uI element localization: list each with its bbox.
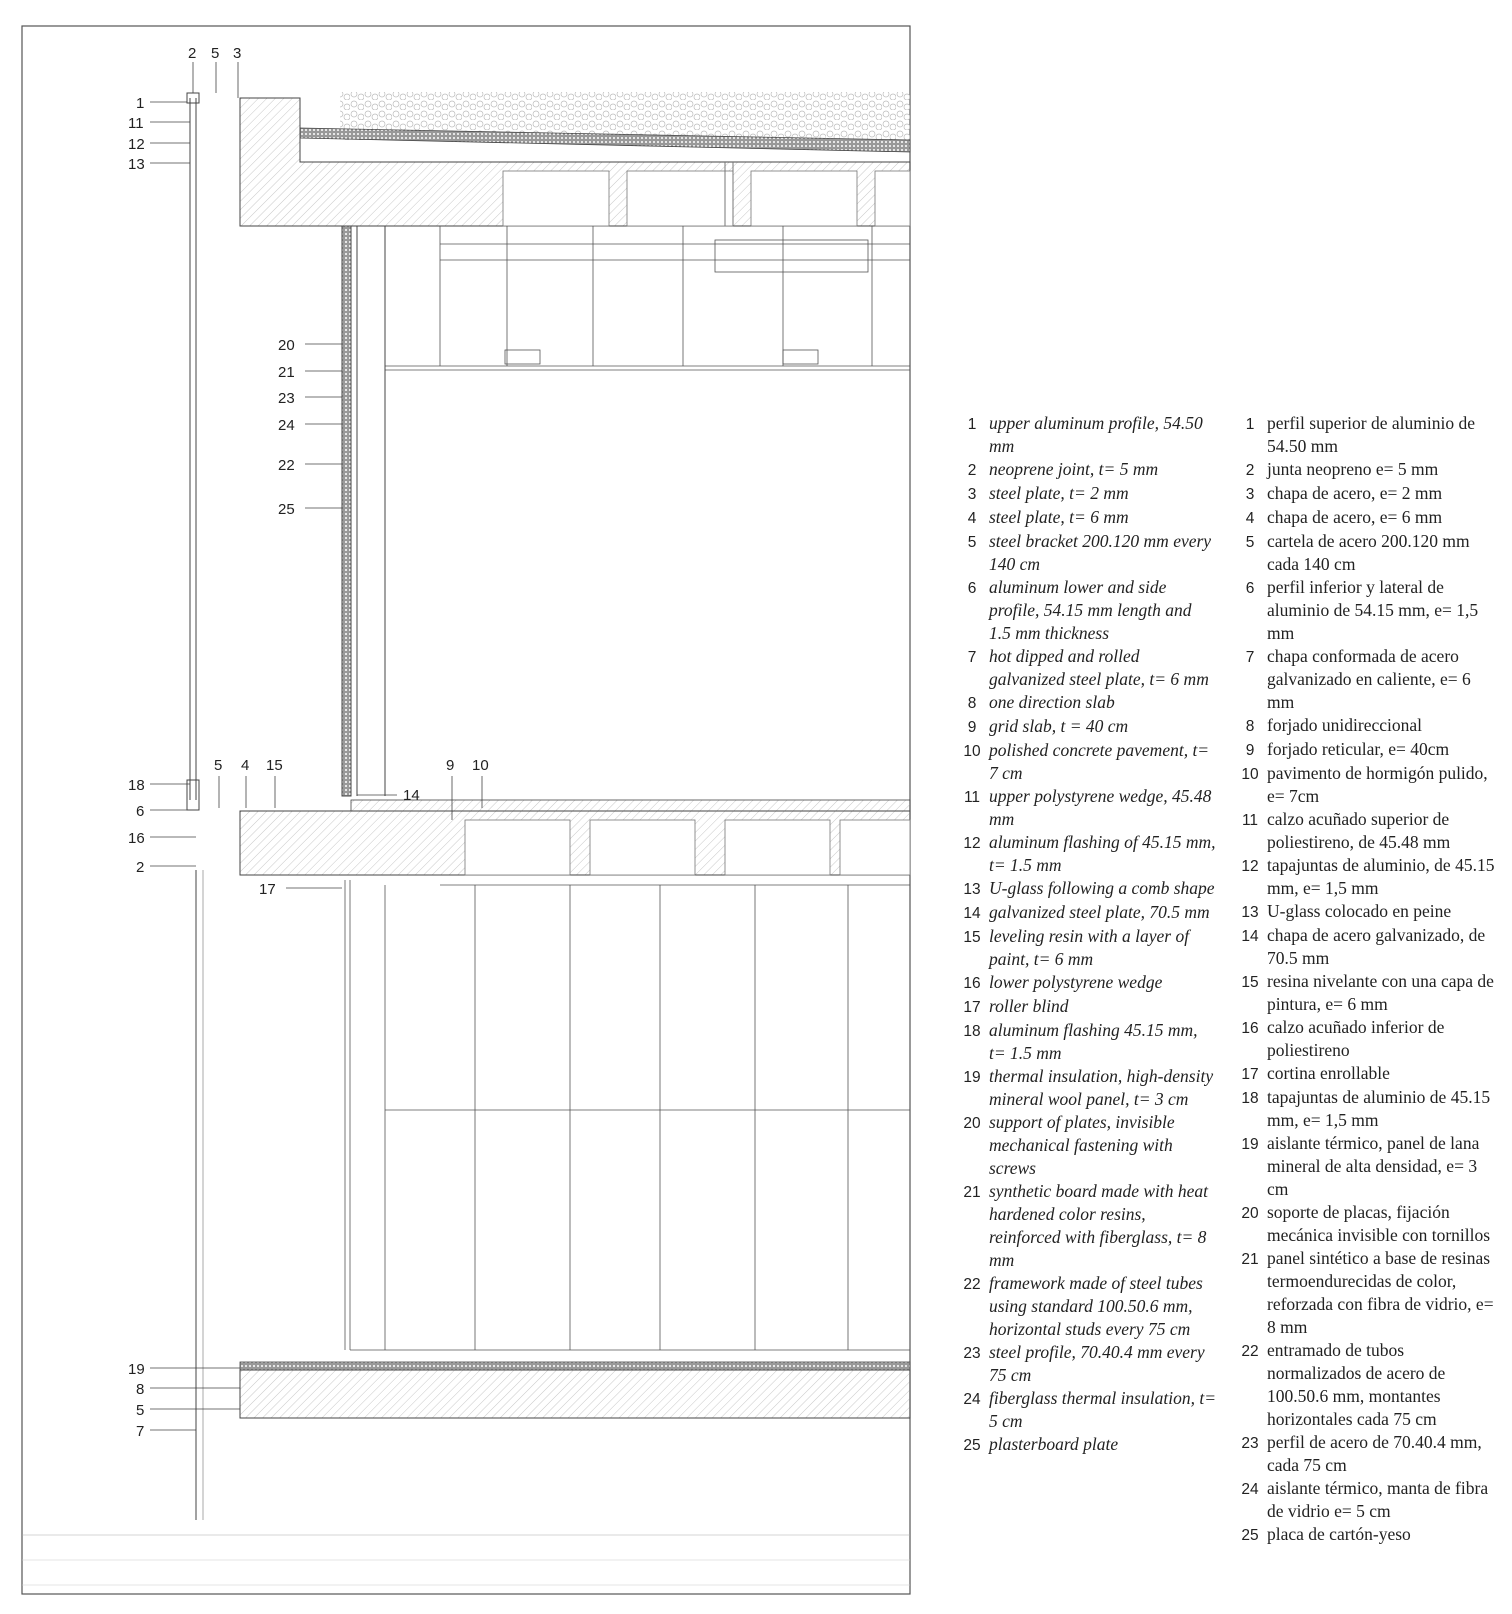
legend-text: panel sintético a base de resinas termoendurecidas de color, reforzada con fibra de vidrio, e= 8 mm	[1267, 1248, 1494, 1337]
legend-text: steel profile, 70.40.4 mm every 75 cm	[989, 1342, 1205, 1385]
callout-1: 1	[136, 95, 145, 112]
callout-numbers	[128, 45, 489, 1440]
callout-19: 19	[128, 1361, 145, 1378]
legend-item	[955, 1019, 1217, 1065]
legend-spanish	[1233, 412, 1495, 1547]
legend-item	[955, 1433, 1217, 1457]
legend-number: 7	[967, 649, 977, 666]
legend-text: one direction slab	[989, 692, 1115, 712]
legend-item	[1233, 1201, 1495, 1247]
callout-14-mid: 14	[403, 787, 420, 804]
legend-number: 17	[1241, 1066, 1259, 1083]
legend-item	[955, 506, 1217, 530]
legend-text: entramado de tubos normalizados de acero de 100.50.6 mm, montantes horizontales cada 75 cm	[1267, 1340, 1446, 1429]
legend-text: placa de cartón-yeso	[1267, 1524, 1411, 1544]
legend-text: chapa de acero, e= 6 mm	[1267, 507, 1443, 527]
legend-number: 8	[1245, 718, 1255, 735]
legend-text: steel plate, t= 6 mm	[989, 507, 1129, 527]
legend-number: 13	[963, 881, 981, 898]
legend-number: 15	[963, 929, 981, 946]
legend-text: plasterboard plate	[989, 1434, 1119, 1454]
legend-text: aislante térmico, manta de fibra de vidrio e= 5 cm	[1267, 1478, 1489, 1521]
legend-number: 2	[967, 462, 977, 479]
legend-text: chapa conformada de acero galvanizado en caliente, e= 6 mm	[1267, 646, 1471, 712]
legend-text: aluminum lower and side profile, 54.15 mm length and 1.5 mm thickness	[989, 577, 1192, 643]
callout-20: 20	[278, 337, 295, 354]
u-glass-facade	[187, 93, 203, 1520]
legend-item	[1233, 714, 1495, 738]
legend-number: 22	[963, 1276, 981, 1293]
legend-item	[1233, 1431, 1495, 1477]
legend-text: chapa de acero, e= 2 mm	[1267, 483, 1443, 503]
interior-wall	[342, 226, 385, 796]
legend-number: 18	[963, 1023, 981, 1040]
ceiling-system	[385, 226, 910, 370]
legend-item	[1233, 808, 1495, 854]
legend-text: perfil de acero de 70.40.4 mm, cada 75 cm	[1267, 1432, 1482, 1475]
callout-13: 13	[128, 156, 145, 173]
legend-number: 11	[1241, 812, 1259, 829]
callout-21: 21	[278, 364, 295, 381]
legend-item	[955, 576, 1217, 645]
legend-number: 8	[967, 695, 977, 712]
legend-text: soporte de placas, fijación mecánica invisible con tornillos	[1267, 1202, 1491, 1245]
legend-number: 22	[1241, 1343, 1259, 1360]
legend-text: support of plates, invisible mechanical fastening with screws	[989, 1112, 1175, 1178]
ground-grass	[22, 1535, 910, 1585]
callout-11: 11	[128, 115, 144, 132]
legend-item	[1233, 1016, 1495, 1062]
legend-text: U-glass following a comb shape	[989, 878, 1215, 898]
legend-item	[1233, 900, 1495, 924]
legend-number: 2	[1245, 462, 1255, 479]
legend-text: aluminum flashing of 45.15 mm, t= 1.5 mm	[989, 832, 1216, 875]
legend-text: forjado reticular, e= 40cm	[1267, 739, 1450, 759]
legend-item	[955, 1272, 1217, 1341]
legend-number: 20	[963, 1115, 981, 1132]
legend-text: aislante térmico, panel de lana mineral de alta densidad, e= 3 cm	[1267, 1133, 1480, 1199]
legend-text: tapajuntas de aluminio, de 45.15 mm, e= 1,5 mm	[1267, 855, 1495, 898]
lower-glazing	[345, 880, 910, 1350]
legend-number: 18	[1241, 1090, 1259, 1107]
legend-number: 5	[967, 534, 977, 551]
legend-number: 6	[1245, 580, 1255, 597]
legend-number: 3	[1245, 486, 1255, 503]
legend-number: 1	[1245, 416, 1255, 433]
legend-item	[955, 831, 1217, 877]
roof-slab-voids	[503, 171, 910, 226]
callout-23: 23	[278, 390, 295, 407]
callout-24: 24	[278, 417, 295, 434]
legend-item	[1233, 482, 1495, 506]
legend-number: 24	[1241, 1481, 1259, 1498]
legend-number: 12	[1241, 858, 1259, 875]
mid-slab-voids	[465, 820, 910, 875]
callout-leaders	[150, 62, 482, 1430]
legend-text: U-glass colocado en peine	[1267, 901, 1452, 921]
legend-number: 23	[1241, 1435, 1259, 1452]
legend-text: upper aluminum profile, 54.50 mm	[989, 413, 1203, 456]
legend-text: neoprene joint, t= 5 mm	[989, 459, 1159, 479]
legend-number: 9	[967, 719, 977, 736]
legend-item	[1233, 1477, 1495, 1523]
callout-22: 22	[278, 457, 295, 474]
callout-16: 16	[128, 830, 145, 847]
legend-text: pavimento de hormigón pulido, e= 7cm	[1267, 763, 1488, 806]
legend-text: resina nivelante con una capa de pintura, e= 6 mm	[1267, 971, 1494, 1014]
callout-10-mid: 10	[472, 757, 489, 774]
legend-number: 14	[1241, 928, 1259, 945]
legend-item	[1233, 1247, 1495, 1339]
callout-17: 17	[259, 881, 276, 898]
callout-5-top: 5	[211, 45, 220, 62]
callout-3-top: 3	[233, 45, 242, 62]
legend-item	[955, 901, 1217, 925]
legend-text: steel bracket 200.120 mm every 140 cm	[989, 531, 1212, 574]
legend-item	[955, 458, 1217, 482]
legend-number: 10	[1241, 766, 1259, 783]
legend-number: 3	[967, 486, 977, 503]
legend-number: 13	[1241, 904, 1259, 921]
legend-item	[1233, 1086, 1495, 1132]
legend-text: cartela de acero 200.120 mm cada 140 cm	[1267, 531, 1470, 574]
legend-item	[955, 785, 1217, 831]
ground-insulation	[240, 1362, 910, 1370]
legend-number: 25	[963, 1437, 981, 1454]
legend-text: aluminum flashing 45.15 mm, t= 1.5 mm	[989, 1020, 1198, 1063]
legend-text: calzo acuñado superior de poliestireno, de 45.48 mm	[1267, 809, 1451, 852]
legend-text: hot dipped and rolled galvanized steel plate, t= 6 mm	[989, 646, 1209, 689]
callout-5-mid: 5	[214, 757, 223, 774]
legend-text: perfil superior de aluminio de 54.50 mm	[1267, 413, 1475, 456]
legend-number: 19	[963, 1069, 981, 1086]
legend-number: 19	[1241, 1136, 1259, 1153]
legend-text: forjado unidireccional	[1267, 715, 1423, 735]
legend-item	[955, 1111, 1217, 1180]
legend-number: 21	[963, 1184, 981, 1201]
legend-item	[1233, 738, 1495, 762]
callout-25: 25	[278, 501, 295, 518]
callout-5-lower: 5	[136, 1402, 145, 1419]
legend-item	[955, 925, 1217, 971]
legend-text: synthetic board made with heat hardened color resins, reinforced with fiberglass, t= 8 mm	[989, 1181, 1209, 1270]
floor-pavement	[351, 800, 910, 811]
legend-item	[1233, 1523, 1495, 1547]
legend-text: perfil inferior y lateral de aluminio de 54.15 mm, e= 1,5 mm	[1267, 577, 1479, 643]
legend-english	[955, 412, 1217, 1457]
ground-slab	[240, 1370, 910, 1418]
legend-number: 20	[1241, 1205, 1259, 1222]
legend-item	[955, 739, 1217, 785]
legend-text: tapajuntas de aluminio de 45.15 mm, e= 1,5 mm	[1267, 1087, 1491, 1130]
legend-item	[955, 645, 1217, 691]
legend-text: thermal insulation, high-density mineral wool panel, t= 3 cm	[989, 1066, 1214, 1109]
callout-8-lower: 8	[136, 1381, 145, 1398]
callout-6-mid: 6	[136, 803, 145, 820]
legend-number: 16	[1241, 1020, 1259, 1037]
callout-12: 12	[128, 136, 145, 153]
legend-text: chapa de acero galvanizado, de 70.5 mm	[1267, 925, 1486, 968]
legend-item	[955, 1341, 1217, 1387]
legend-number: 7	[1245, 649, 1255, 666]
legend-number: 10	[963, 743, 981, 760]
legend-item	[1233, 412, 1495, 458]
legend-item	[955, 1065, 1217, 1111]
legend-text: framework made of steel tubes using standard 100.50.6 mm, horizontal studs every 75 cm	[989, 1273, 1203, 1339]
legend-item	[955, 971, 1217, 995]
legend-text: fiberglass thermal insulation, t= 5 cm	[989, 1388, 1217, 1431]
callout-2-top: 2	[188, 45, 197, 62]
legend-item	[1233, 924, 1495, 970]
legend-text: lower polystyrene wedge	[989, 972, 1163, 992]
legend-number: 23	[963, 1345, 981, 1362]
callout-15-mid: 15	[266, 757, 283, 774]
legend-number: 14	[963, 905, 981, 922]
legend-text: polished concrete pavement, t= 7 cm	[989, 740, 1210, 783]
legend-item	[955, 877, 1217, 901]
legend-text: calzo acuñado inferior de poliestireno	[1267, 1017, 1445, 1060]
legend-number: 11	[963, 789, 981, 806]
legend-number: 1	[967, 416, 977, 433]
callout-9-mid: 9	[446, 757, 455, 774]
legend-item	[1233, 530, 1495, 576]
legend-text: junta neopreno e= 5 mm	[1267, 459, 1439, 479]
legend-number: 12	[963, 835, 981, 852]
legend-item	[955, 530, 1217, 576]
legend-number: 9	[1245, 742, 1255, 759]
callout-2-mid: 2	[136, 859, 145, 876]
legend-item	[955, 995, 1217, 1019]
legend-number: 15	[1241, 974, 1259, 991]
legend-number: 5	[1245, 534, 1255, 551]
legend-item	[1233, 1132, 1495, 1201]
legend-item	[1233, 506, 1495, 530]
legend-number: 24	[963, 1391, 981, 1408]
legend-number: 4	[967, 510, 977, 527]
legend-number: 17	[963, 999, 981, 1016]
legend-item	[1233, 576, 1495, 645]
legend-item	[955, 412, 1217, 458]
legend-item	[1233, 645, 1495, 714]
legend-item	[1233, 458, 1495, 482]
legend-text: upper polystyrene wedge, 45.48 mm	[989, 786, 1212, 829]
legend-item	[955, 715, 1217, 739]
legend-number: 16	[963, 975, 981, 992]
legend-text: steel plate, t= 2 mm	[989, 483, 1129, 503]
legend-number: 6	[967, 580, 977, 597]
legend-number: 21	[1241, 1251, 1259, 1268]
legend-text: roller blind	[989, 996, 1069, 1016]
legend-item	[1233, 854, 1495, 900]
legend-text: leveling resin with a layer of paint, t= 6 mm	[989, 926, 1190, 969]
callout-18: 18	[128, 777, 145, 794]
legend-text: cortina enrollable	[1267, 1063, 1390, 1083]
legend-item	[1233, 970, 1495, 1016]
legend-item	[955, 482, 1217, 506]
legend-number: 4	[1245, 510, 1255, 527]
legend-text: grid slab, t = 40 cm	[989, 716, 1129, 736]
legend-number: 25	[1241, 1527, 1259, 1544]
legend-item	[1233, 1062, 1495, 1086]
legend-text: galvanized steel plate, 70.5 mm	[989, 902, 1210, 922]
legend-item	[955, 1180, 1217, 1272]
legend-item	[955, 691, 1217, 715]
legend-item	[955, 1387, 1217, 1433]
legend-item	[1233, 1339, 1495, 1431]
callout-7-lower: 7	[136, 1423, 145, 1440]
legend-item	[1233, 762, 1495, 808]
callout-4-mid: 4	[241, 757, 250, 774]
